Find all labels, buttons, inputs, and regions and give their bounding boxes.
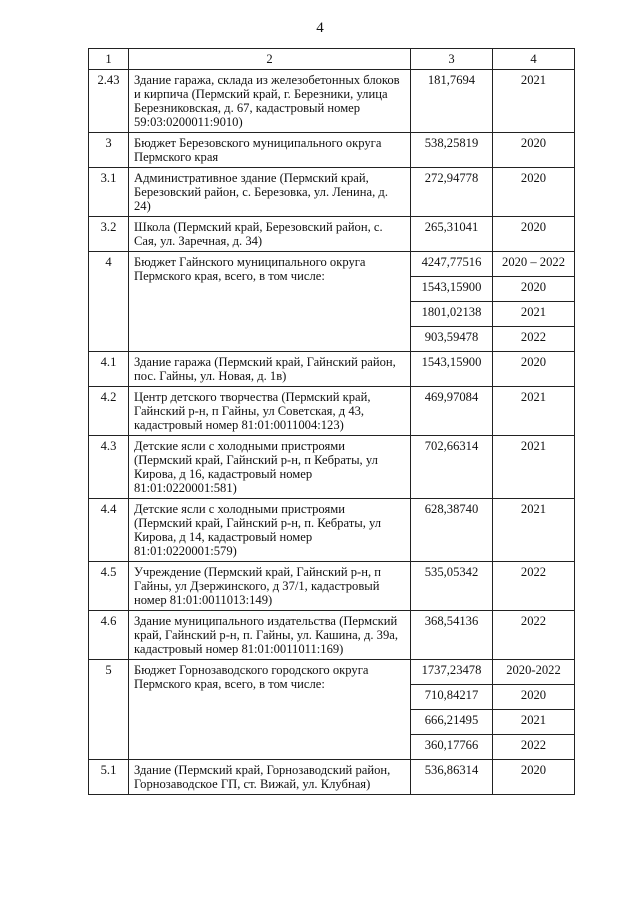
row-year: 2020 bbox=[493, 168, 575, 217]
table-row bbox=[89, 760, 575, 795]
row-year: 2020 bbox=[493, 685, 575, 710]
table-row bbox=[89, 70, 575, 133]
row-value: 536,86314 bbox=[411, 760, 493, 795]
row-value: 469,97084 bbox=[411, 387, 493, 436]
row-year: 2021 bbox=[493, 302, 575, 327]
table-row bbox=[89, 168, 575, 217]
table-row bbox=[89, 436, 575, 499]
row-year: 2020 bbox=[493, 352, 575, 387]
row-value: 1543,15900 bbox=[411, 352, 493, 387]
header-cell-3: 3 bbox=[411, 49, 493, 70]
row-number: 4.3 bbox=[89, 436, 129, 499]
row-number: 3 bbox=[89, 133, 129, 168]
row-description: Детские ясли с холодными пристроями (Пермский край, Гайнский р-н, п. Кебраты, ул Кирова, д 14, кадастровый номер 81:01:0220001:579) bbox=[129, 499, 411, 562]
row-value: 181,7694 bbox=[411, 70, 493, 133]
row-number: 4.1 bbox=[89, 352, 129, 387]
row-value: 538,25819 bbox=[411, 133, 493, 168]
row-number: 2.43 bbox=[89, 70, 129, 133]
table-row bbox=[89, 133, 575, 168]
table-header-row bbox=[89, 49, 575, 70]
table-row bbox=[89, 499, 575, 562]
row-year: 2021 bbox=[493, 387, 575, 436]
row-year: 2022 bbox=[493, 562, 575, 611]
row-description: Учреждение (Пермский край, Гайнский р-н, п Гайны, ул Дзержинского, д 37/1, кадастровый номер 81:01:0011013:149) bbox=[129, 562, 411, 611]
row-description: Здание (Пермский край, Горнозаводский район, Горнозаводское ГП, ст. Вижай, ул. Клубная) bbox=[129, 760, 411, 795]
row-description: Школа (Пермский край, Березовский район, с. Сая, ул. Заречная, д. 34) bbox=[129, 217, 411, 252]
header-cell-4: 4 bbox=[493, 49, 575, 70]
row-year: 2022 bbox=[493, 327, 575, 352]
row-description: Бюджет Горнозаводского городского округа Пермского края, всего, в том числе: bbox=[129, 660, 411, 760]
row-value: 272,94778 bbox=[411, 168, 493, 217]
row-year: 2021 bbox=[493, 710, 575, 735]
row-value: 903,59478 bbox=[411, 327, 493, 352]
row-number: 4.2 bbox=[89, 387, 129, 436]
table-row bbox=[89, 252, 575, 277]
table-row bbox=[89, 660, 575, 685]
row-description: Бюджет Гайнского муниципального округа Пермского края, всего, в том числе: bbox=[129, 252, 411, 352]
row-year: 2021 bbox=[493, 499, 575, 562]
row-year: 2020 bbox=[493, 277, 575, 302]
header-cell-1: 1 bbox=[89, 49, 129, 70]
row-value: 265,31041 bbox=[411, 217, 493, 252]
row-description: Административное здание (Пермский край, Березовский район, с. Березовка, ул. Ленина, д. 24) bbox=[129, 168, 411, 217]
row-value: 710,84217 bbox=[411, 685, 493, 710]
row-year: 2020 bbox=[493, 760, 575, 795]
row-value: 535,05342 bbox=[411, 562, 493, 611]
row-number: 4 bbox=[89, 252, 129, 352]
row-value: 666,21495 bbox=[411, 710, 493, 735]
table-row bbox=[89, 217, 575, 252]
table-row bbox=[89, 387, 575, 436]
row-description: Центр детского творчества (Пермский край, Гайнский р-н, п Гайны, ул Советская, д 43, кадастровый номер 81:01:0011004:123) bbox=[129, 387, 411, 436]
row-year: 2022 bbox=[493, 611, 575, 660]
row-year: 2021 bbox=[493, 70, 575, 133]
row-value: 1543,15900 bbox=[411, 277, 493, 302]
row-description: Бюджет Березовского муниципального округа Пермского края bbox=[129, 133, 411, 168]
row-value: 702,66314 bbox=[411, 436, 493, 499]
property-table bbox=[88, 48, 575, 795]
row-number: 5 bbox=[89, 660, 129, 760]
row-year: 2022 bbox=[493, 735, 575, 760]
row-year: 2020 bbox=[493, 217, 575, 252]
row-year: 2020 bbox=[493, 133, 575, 168]
row-description: Здание гаража (Пермский край, Гайнский район, пос. Гайны, ул. Новая, д. 1в) bbox=[129, 352, 411, 387]
row-description: Детские ясли с холодными пристроями (Пермский край, Гайнский р-н, п Кебраты, ул Кирова, д 16, кадастровый номер 81:01:0220001:581) bbox=[129, 436, 411, 499]
page-number: 4 bbox=[316, 20, 324, 36]
row-number: 3.2 bbox=[89, 217, 129, 252]
row-value: 1801,02138 bbox=[411, 302, 493, 327]
table-row bbox=[89, 352, 575, 387]
row-value: 1737,23478 bbox=[411, 660, 493, 685]
row-number: 3.1 bbox=[89, 168, 129, 217]
row-value: 360,17766 bbox=[411, 735, 493, 760]
row-description: Здание гаража, склада из железобетонных блоков и кирпича (Пермский край, г. Березники, улица Березниковская, д. 67, кадастровый номер 59:03:0200011:9010) bbox=[129, 70, 411, 133]
header-cell-2: 2 bbox=[129, 49, 411, 70]
row-year: 2021 bbox=[493, 436, 575, 499]
row-number: 4.6 bbox=[89, 611, 129, 660]
row-number: 4.4 bbox=[89, 499, 129, 562]
row-value: 368,54136 bbox=[411, 611, 493, 660]
row-description: Здание муниципального издательства (Пермский край, Гайнский р-н, п. Гайны, ул. Кашина, д. 39а, кадастровый номер 81:01:0011011:169) bbox=[129, 611, 411, 660]
row-year: 2020-2022 bbox=[493, 660, 575, 685]
row-year: 2020 – 2022 bbox=[493, 252, 575, 277]
row-value: 4247,77516 bbox=[411, 252, 493, 277]
table-row bbox=[89, 611, 575, 660]
row-value: 628,38740 bbox=[411, 499, 493, 562]
row-number: 5.1 bbox=[89, 760, 129, 795]
table-row bbox=[89, 562, 575, 611]
row-number: 4.5 bbox=[89, 562, 129, 611]
